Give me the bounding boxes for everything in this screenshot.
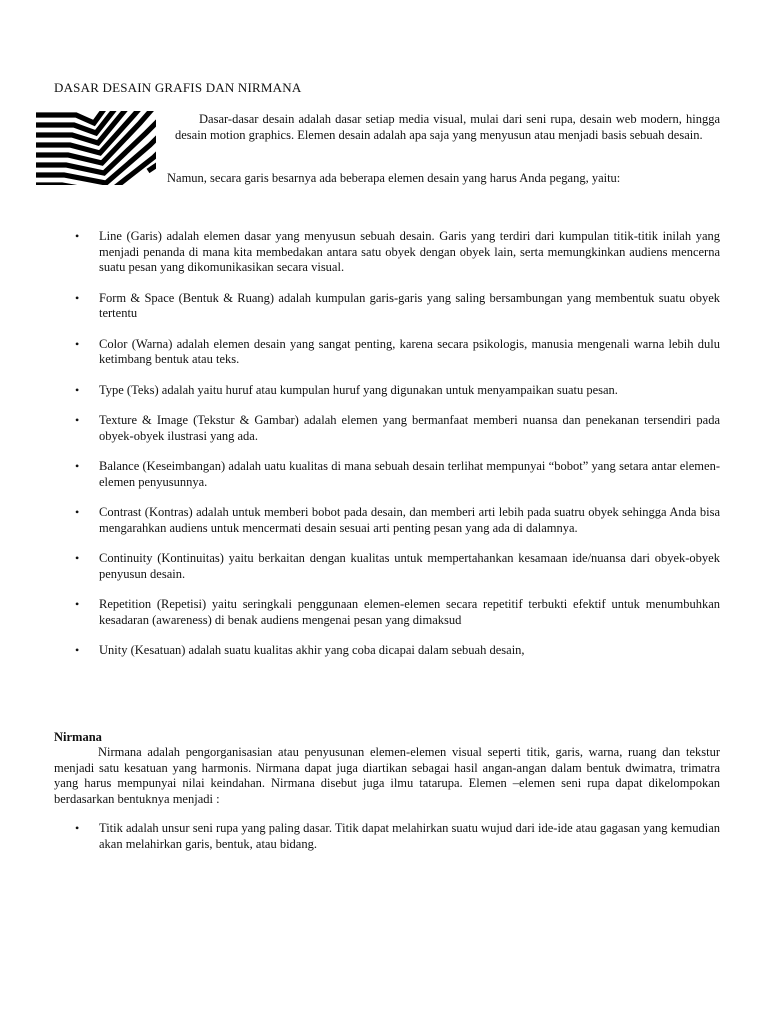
nirmana-paragraph: Nirmana adalah pengorganisasian atau penyusunan elemen-elemen visual seperti titik, garis, warna, ruang dan tekstur menjadi satu kesatuan yang harmonis. Nirmana dapat juga diartikan sebagai hasil angan-angan dalam bentuk dwimatra, trimatra yang harus mempunyai nilai keindahan. Nirmana disebut juga ilmu tatarupa. Elemen –elemen seni rupa dapat dikelompokan berdasarkan bentuknya menjadi : xyxy=(54,745,720,806)
list-item-text: Titik adalah unsur seni rupa yang paling dasar. Titik dapat melahirkan suatu wujud dari ide-ide atau gagasan yang kemudian akan melahirkan garis, bentuk, atau bidang. xyxy=(99,821,720,851)
intro-paragraph: Dasar-dasar desain adalah dasar setiap media visual, mulai dari seni rupa, desain web modern, hingga desain motion graphics. Elemen desain adalah apa saja yang menyusun atau menjadi basis sebuah desain. xyxy=(175,112,720,142)
list-item-text: Continuity (Kontinuitas) yaitu berkaitan dengan kualitas untuk mempertahankan kesamaan ide/nuansa dari obyek-obyek penyusun desain. xyxy=(99,551,720,581)
list-item xyxy=(0,459,720,490)
bullet-icon: • xyxy=(75,229,80,243)
bullet-icon: • xyxy=(75,290,80,305)
bullet-icon: • xyxy=(75,821,80,835)
list-item xyxy=(0,383,720,399)
list-item xyxy=(0,505,720,536)
design-elements-list xyxy=(0,229,768,674)
bullet-icon: • xyxy=(75,597,80,611)
nirmana-elements-list xyxy=(0,821,768,867)
bullet-icon: • xyxy=(75,551,80,565)
list-item-text: Line (Garis) adalah elemen dasar yang menyusun sebuah desain. Garis yang terdiri dari kumpulan titik-titik inilah yang menjadi penanda di mana kita membedakan antara satu obyek dengan obyek lain, serta memungkinkan audiens mencerna suatu pesan yang dikomunikasikan secara visual. xyxy=(99,229,720,274)
list-item xyxy=(0,413,720,444)
list-item-text: Contrast (Kontras) adalah untuk memberi bobot pada desain, dan memberi arti lebih pada suatru obyek sehingga Anda bisa mengarahkan audiens untuk mencermati desain sesuai arti penting pesan yang ada di dalamnya. xyxy=(99,505,720,535)
list-item-text: Balance (Keseimbangan) adalah uatu kualitas di mana sebuah desain terlihat mempunyai “bobot” yang setara antar elemen-elemen penyusunnya. xyxy=(99,459,720,489)
bullet-icon: • xyxy=(75,459,80,473)
list-item xyxy=(0,597,720,628)
bullet-icon: • xyxy=(75,413,80,427)
list-item-text: Type (Teks) adalah yaitu huruf atau kumpulan huruf yang digunakan untuk menyampaikan suatu pesan. xyxy=(99,382,618,397)
document-title: DASAR DESAIN GRAFIS DAN NIRMANA xyxy=(54,80,302,95)
list-item xyxy=(0,337,720,368)
bullet-icon: • xyxy=(75,643,80,657)
bullet-icon: • xyxy=(75,336,80,351)
list-item-text: Texture & Image (Tekstur & Gambar) adalah elemen yang bermanfaat memberi nuansa dan penekanan tersendiri pada obyek-obyek ilustrasi yang ada. xyxy=(99,413,720,443)
list-item xyxy=(0,551,720,582)
list-item-text: Unity (Kesatuan) adalah suatu kualitas akhir yang coba dicapai dalam sebuah desain, xyxy=(99,643,525,657)
section-heading-nirmana: Nirmana xyxy=(54,730,102,744)
bullet-icon: • xyxy=(75,505,80,519)
list-item xyxy=(0,291,720,322)
zigzag-pattern-image xyxy=(36,111,156,185)
list-item xyxy=(0,643,720,659)
bullet-icon: • xyxy=(75,382,80,397)
intro-lead-paragraph: Namun, secara garis besarnya ada beberapa elemen desain yang harus Anda pegang, yaitu: xyxy=(167,171,621,185)
list-item-text: Repetition (Repetisi) yaitu seringkali penggunaan elemen-elemen secara repetitif terbukti efektif untuk menumbuhkan kesadaran (awareness) di benak audiens mengenai pesan yang dimaksud xyxy=(99,597,720,627)
list-item-text: Color (Warna) adalah elemen desain yang sangat penting, karena secara psikologis, manusia mengenali warna lebih dulu ketimbang bentuk atau teks. xyxy=(99,336,720,366)
list-item xyxy=(0,229,720,276)
list-item xyxy=(0,821,720,852)
list-item-text: Form & Space (Bentuk & Ruang) adalah kumpulan garis-garis yang saling bersambungan yang membentuk suatu obyek tertentu xyxy=(99,290,720,320)
